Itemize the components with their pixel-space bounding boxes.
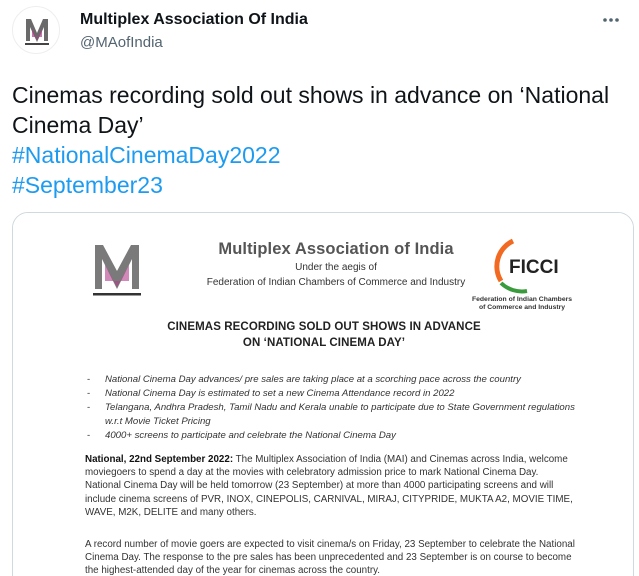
more-dots-icon	[601, 10, 621, 30]
document-headline-line-1: CINEMAS RECORDING SOLD OUT SHOWS IN ADVANCE	[167, 321, 481, 333]
document-headline-line-2: ON ‘NATIONAL CINEMA DAY’	[242, 337, 406, 349]
bullet-item: - National Cinema Day is estimated to set a new Cinema Attendance record in 2022	[85, 387, 575, 401]
document-org-name: Multiplex Association of India	[218, 240, 454, 258]
ficci-caption-line-2: of Commerce and Industry	[478, 304, 566, 311]
document-paragraph-1	[85, 453, 577, 519]
document-org-federation: Federation of Indian Chambers of Commerce and Industry	[206, 277, 466, 288]
tweet-text	[12, 80, 622, 200]
mai-logo-icon	[13, 7, 60, 54]
author-name[interactable]: Multiplex Association Of India	[80, 11, 308, 28]
ficci-caption	[457, 296, 587, 312]
paragraph-dateline: National, 22nd September 2022:	[85, 454, 234, 465]
document-bullet-list	[85, 373, 575, 443]
hashtag-national-cinema-day[interactable]: #NationalCinemaDay2022	[12, 142, 281, 168]
ficci-logo-icon	[487, 233, 567, 295]
document-headline	[13, 319, 634, 351]
avatar[interactable]	[12, 6, 60, 54]
ficci-caption-line-1: Federation of Indian Chambers	[471, 296, 573, 303]
bullet-item: - 4000+ screens to participate and celebrate the National Cinema Day	[85, 429, 575, 443]
press-release-document	[13, 213, 633, 576]
document-paragraph-2: A record number of movie goers are expected to visit cinema/s on Friday, 23 September to celebrate the National Cinema Day. The response to the pre sales has been unprecedented and 23 September is on course to become the highest-attended day of the year for cinemas across the country.	[85, 539, 575, 576]
hashtag-september23[interactable]: #September23	[12, 172, 163, 198]
paragraph-body: The Multiplex Association of India (MAI) and Cinemas across India, welcome moviegoers to spend a day at the movies with celebratory admission price to mark National Cinema Day. National Cinema Day will be held tomorrow (23 September) at more than 4000 participating screens and will include cinema screens of PVR, INOX, CINEPOLIS, CARNIVAL, MIRAJ, CITYPRIDE, MUKTA A2, MOVIE TIME, WAVE, M2K, DELITE and many others.	[85, 454, 573, 518]
bullet-item: - National Cinema Day advances/ pre sales are taking place at a scorching pace across the country	[85, 373, 575, 387]
ficci-logo-text: FICCI	[509, 257, 559, 278]
author-handle[interactable]: @MAofIndia	[80, 34, 163, 51]
tweet-header	[0, 0, 639, 66]
bullet-item: - Telangana, Andhra Pradesh, Tamil Nadu and Kerala unable to participate due to State Government regulations w.r.t Movie Ticket Pricing	[85, 401, 575, 429]
document-org-aegis: Under the aegis of	[295, 262, 377, 273]
tweet-media-image[interactable]	[12, 212, 634, 576]
tweet-body: Cinemas recording sold out shows in advance on ‘National Cinema Day’	[12, 82, 610, 138]
more-button[interactable]	[597, 6, 625, 34]
